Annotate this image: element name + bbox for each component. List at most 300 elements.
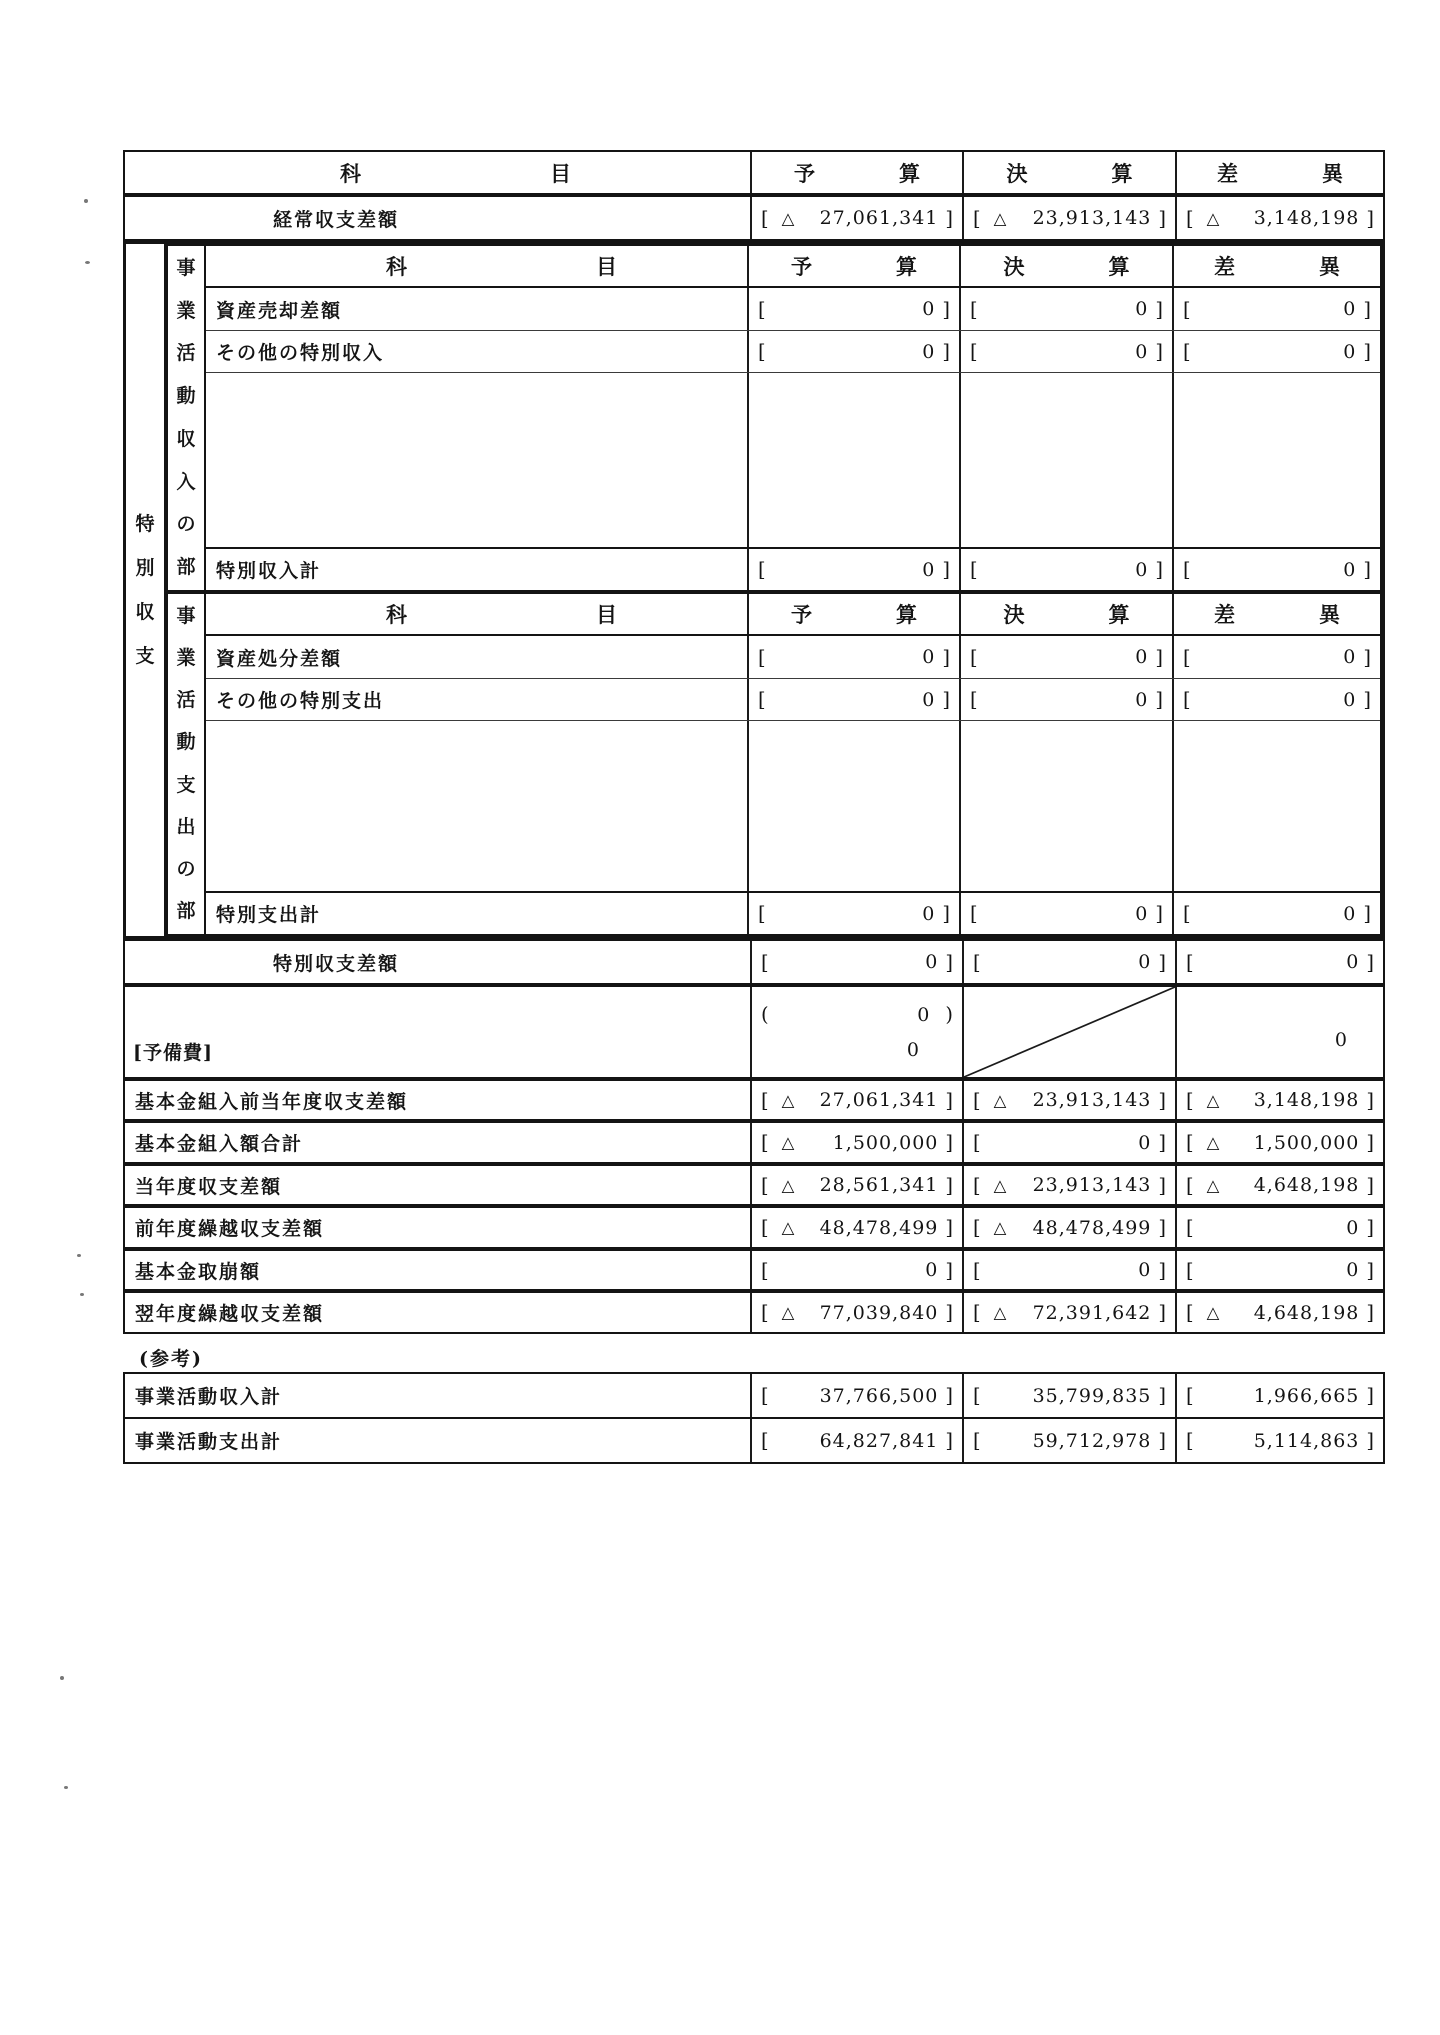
scan-artifact bbox=[85, 261, 90, 264]
bracket-open: [ bbox=[970, 558, 978, 581]
bracket-close: ] bbox=[1158, 1131, 1166, 1154]
bracket-close: ] bbox=[942, 297, 950, 321]
amount-value: 72,391,642 bbox=[1032, 1301, 1152, 1324]
settlement-amount-cell bbox=[959, 679, 1172, 720]
scan-artifact bbox=[84, 199, 88, 203]
diagonal-strike bbox=[964, 987, 1175, 1077]
budget-amount-cell bbox=[750, 1419, 962, 1462]
row-special-expense-total bbox=[206, 891, 1380, 934]
amount-value: 0 bbox=[1334, 1029, 1347, 1051]
negative-triangle: △ bbox=[1206, 1175, 1220, 1195]
special-expense-subsection bbox=[166, 592, 1382, 936]
scan-artifact bbox=[77, 1254, 81, 1257]
bracket-close: ] bbox=[1155, 340, 1163, 363]
amount-value: 3,148,198 bbox=[1253, 207, 1360, 229]
negative-triangle: △ bbox=[781, 1175, 795, 1195]
row-next-year-carryover-balance bbox=[123, 1291, 1385, 1334]
row-label: 当年度収支差額 bbox=[135, 1175, 283, 1198]
vertical-label-char: 事 bbox=[176, 257, 196, 279]
expense-subsection-vertical-label bbox=[168, 594, 206, 934]
difference-amount-cell bbox=[1175, 941, 1383, 983]
vertical-label-char: 支 bbox=[135, 644, 155, 667]
bracket-open: [ bbox=[1186, 950, 1194, 974]
reserve-fund-settlement-cell bbox=[962, 987, 1175, 1077]
vertical-label-char: 部 bbox=[176, 555, 196, 578]
amount-value: 0 bbox=[922, 558, 936, 581]
row-label: 基本金組入前当年度収支差額 bbox=[135, 1090, 409, 1113]
bracket-close: ] bbox=[945, 950, 953, 974]
settlement-amount-cell bbox=[962, 941, 1175, 983]
column-header-difference: 差 異 bbox=[1172, 594, 1380, 634]
amount-value: 48,478,499 bbox=[1032, 1216, 1152, 1239]
difference-amount-cell bbox=[1172, 549, 1380, 590]
bracket-open: [ bbox=[970, 645, 978, 669]
scan-artifact bbox=[60, 1676, 64, 1680]
bracket-close: ] bbox=[1155, 688, 1163, 711]
bracket-open: [ bbox=[761, 950, 769, 974]
empty-cell bbox=[206, 721, 747, 891]
bracket-open: [ bbox=[761, 1258, 769, 1282]
vertical-label-char: 業 bbox=[176, 299, 196, 322]
amount-value: 23,913,143 bbox=[1032, 1174, 1152, 1196]
negative-triangle: △ bbox=[1206, 208, 1220, 228]
negative-triangle: △ bbox=[781, 1218, 795, 1237]
bracket-close: ] bbox=[1366, 1384, 1374, 1407]
difference-amount-cell bbox=[1172, 636, 1380, 678]
difference-amount-cell bbox=[1175, 1081, 1383, 1119]
bracket-close: ] bbox=[945, 1258, 953, 1282]
amount-value: 28,561,341 bbox=[819, 1174, 939, 1196]
row-label: 資産売却差額 bbox=[216, 299, 343, 322]
amount-value: 0 bbox=[922, 298, 936, 320]
reserve-fund-budget-cell bbox=[750, 987, 962, 1077]
bracket-close: ] bbox=[945, 1131, 953, 1154]
bracket-open: [ bbox=[970, 688, 978, 711]
settlement-amount-cell bbox=[962, 1166, 1175, 1204]
difference-amount-cell bbox=[1172, 331, 1380, 372]
amount-value: 1,500,000 bbox=[1253, 1131, 1360, 1154]
difference-amount-cell bbox=[1172, 679, 1380, 720]
amount-value: 0 bbox=[906, 1038, 920, 1061]
amount-value: 3,148,198 bbox=[1253, 1089, 1360, 1111]
bracket-open: [ bbox=[970, 340, 978, 363]
bracket-close: ] bbox=[945, 1088, 953, 1112]
row-label: 経常収支差額 bbox=[273, 208, 400, 231]
bracket-close: ] bbox=[1155, 645, 1163, 669]
bracket-close: ] bbox=[1155, 297, 1163, 321]
amount-value: 23,913,143 bbox=[1032, 1089, 1152, 1111]
bracket-open: [ bbox=[758, 902, 766, 925]
bracket-close: ] bbox=[1155, 558, 1163, 581]
row-label: その他の特別収入 bbox=[216, 342, 385, 364]
vertical-label-char: の bbox=[176, 857, 196, 880]
amount-value: 0 bbox=[922, 340, 936, 363]
amount-value: 0 bbox=[1138, 1259, 1152, 1281]
amount-value: 0 bbox=[1346, 1216, 1360, 1239]
bracket-close: ] bbox=[1363, 297, 1371, 321]
vertical-label-char: 入 bbox=[176, 470, 196, 493]
empty-cell bbox=[1172, 721, 1380, 891]
budget-amount-cell bbox=[750, 1166, 962, 1204]
row-business-income-total bbox=[125, 1374, 1383, 1417]
amount-value: 77,039,840 bbox=[819, 1301, 939, 1324]
bracket-open: [ bbox=[1183, 340, 1191, 363]
bracket-close: ] bbox=[1363, 558, 1371, 581]
row-business-expense-total bbox=[125, 1417, 1383, 1462]
reserve-budget-paren-line bbox=[761, 1003, 953, 1026]
scan-artifact bbox=[80, 1293, 84, 1296]
settlement-amount-cell bbox=[959, 893, 1172, 934]
budget-amount-cell bbox=[747, 288, 959, 330]
bracket-open: [ bbox=[761, 1429, 769, 1452]
bracket-open: [ bbox=[1186, 206, 1194, 230]
amount-value: 4,648,198 bbox=[1253, 1301, 1360, 1324]
bracket-open: [ bbox=[758, 297, 766, 321]
vertical-label-char: 別 bbox=[135, 556, 155, 579]
column-header-settlement: 決 算 bbox=[959, 246, 1172, 286]
row-label: 特別支出計 bbox=[216, 904, 322, 926]
empty-cell bbox=[747, 721, 959, 891]
difference-amount-cell bbox=[1172, 288, 1380, 330]
bracket-open: [ bbox=[973, 1216, 981, 1239]
row-basic-fund-withdrawal bbox=[123, 1249, 1385, 1291]
row-basic-fund-transfer-total bbox=[123, 1121, 1385, 1164]
row-label: 資産処分差額 bbox=[216, 647, 343, 670]
bracket-close: ] bbox=[1158, 1173, 1166, 1197]
row-label: 事業活動支出計 bbox=[135, 1431, 283, 1453]
bracket-open: [ bbox=[1183, 558, 1191, 581]
column-header-settlement: 決 算 bbox=[962, 152, 1175, 193]
row-label: 事業活動収入計 bbox=[135, 1386, 283, 1408]
budget-amount-cell bbox=[750, 941, 962, 983]
bracket-close: ] bbox=[1158, 1384, 1166, 1407]
bracket-close: ] bbox=[1158, 1301, 1166, 1324]
settlement-amount-cell bbox=[962, 1374, 1175, 1417]
negative-triangle: △ bbox=[1206, 1133, 1220, 1152]
column-header-budget: 予 算 bbox=[747, 594, 959, 634]
difference-amount-cell bbox=[1175, 1166, 1383, 1204]
bracket-close: ] bbox=[1366, 1173, 1374, 1197]
amount-value: 1,500,000 bbox=[832, 1131, 939, 1154]
vertical-label-char: 出 bbox=[176, 815, 196, 838]
bracket-close: ] bbox=[942, 558, 950, 581]
column-header-settlement: 決 算 bbox=[959, 594, 1172, 634]
bracket-open: [ bbox=[758, 558, 766, 581]
bracket-close: ] bbox=[1155, 902, 1163, 925]
column-header-difference: 差 異 bbox=[1172, 246, 1380, 286]
bracket-close: ] bbox=[1158, 950, 1166, 974]
settlement-amount-cell bbox=[962, 197, 1175, 239]
empty-cell bbox=[747, 373, 959, 547]
bracket-open: [ bbox=[970, 297, 978, 321]
bracket-close: ] bbox=[1366, 1429, 1374, 1452]
bracket-close: ] bbox=[945, 1301, 953, 1324]
row-asset-disposal-difference bbox=[206, 636, 1380, 678]
budget-amount-cell bbox=[750, 197, 962, 239]
reserve-fund-label-cell bbox=[125, 987, 750, 1077]
bracket-open: [ bbox=[1183, 297, 1191, 321]
bracket-open: [ bbox=[1183, 688, 1191, 711]
reference-note: (参考) bbox=[139, 1348, 203, 1370]
amount-value: 37,766,500 bbox=[819, 1384, 939, 1407]
amount-value: 0 bbox=[1343, 646, 1357, 668]
settlement-amount-cell bbox=[959, 331, 1172, 372]
difference-amount-cell bbox=[1175, 1419, 1383, 1462]
row-label: [予備費] bbox=[133, 1042, 213, 1064]
bracket-open: [ bbox=[1186, 1301, 1194, 1324]
bracket-open: [ bbox=[970, 902, 978, 925]
amount-value: 0 bbox=[1343, 558, 1357, 581]
budget-amount-cell bbox=[750, 1251, 962, 1289]
settlement-amount-cell bbox=[959, 288, 1172, 330]
scan-artifact bbox=[64, 1786, 68, 1789]
settlement-amount-cell bbox=[959, 549, 1172, 590]
bracket-open: [ bbox=[758, 645, 766, 669]
column-header-budget: 予 算 bbox=[747, 246, 959, 286]
paren-close: ) bbox=[945, 1003, 953, 1027]
amount-value: 0 bbox=[1135, 298, 1149, 320]
empty-cell bbox=[959, 721, 1172, 891]
settlement-amount-cell bbox=[962, 1123, 1175, 1162]
negative-triangle: △ bbox=[781, 1133, 795, 1152]
vertical-label-char: 収 bbox=[176, 427, 196, 450]
empty-filler-row bbox=[206, 372, 1380, 547]
amount-value: 0 bbox=[1346, 1259, 1360, 1281]
bracket-open: [ bbox=[761, 1384, 769, 1407]
amount-value: 0 bbox=[1138, 951, 1152, 973]
amount-value: 27,061,341 bbox=[819, 1089, 939, 1111]
amount-value: 0 bbox=[1135, 558, 1149, 581]
bracket-close: ] bbox=[945, 1216, 953, 1239]
bracket-open: [ bbox=[1186, 1384, 1194, 1407]
vertical-label-char: 動 bbox=[176, 385, 196, 408]
budget-amount-cell bbox=[750, 1123, 962, 1162]
vertical-label-char: 収 bbox=[135, 600, 155, 623]
vertical-label-char: 活 bbox=[176, 342, 196, 365]
bracket-close: ] bbox=[1363, 902, 1371, 925]
row-label: 特別収入計 bbox=[216, 560, 322, 582]
row-special-income-total bbox=[206, 547, 1380, 590]
bracket-open: [ bbox=[1183, 645, 1191, 669]
difference-amount-cell bbox=[1175, 1293, 1383, 1332]
amount-value: 23,913,143 bbox=[1032, 207, 1152, 229]
row-other-special-expense bbox=[206, 678, 1380, 720]
bracket-close: ] bbox=[1158, 1429, 1166, 1452]
bracket-close: ] bbox=[1158, 206, 1166, 230]
vertical-label-char: 動 bbox=[176, 731, 196, 754]
special-section-vertical-label bbox=[126, 244, 166, 936]
budget-amount-cell bbox=[750, 1293, 962, 1332]
difference-amount-cell bbox=[1175, 1374, 1383, 1417]
amount-value: 1,966,665 bbox=[1253, 1384, 1360, 1407]
budget-amount-cell bbox=[747, 331, 959, 372]
bracket-open: [ bbox=[973, 206, 981, 230]
budget-amount-cell bbox=[750, 1081, 962, 1119]
amount-value: 0 bbox=[922, 646, 936, 668]
bracket-open: [ bbox=[973, 1131, 981, 1154]
reserve-budget-plain-line bbox=[761, 1039, 953, 1061]
bracket-close: ] bbox=[1366, 206, 1374, 230]
negative-triangle: △ bbox=[993, 208, 1007, 228]
bracket-close: ] bbox=[1366, 950, 1374, 974]
amount-value: 0 bbox=[1343, 340, 1357, 363]
settlement-amount-cell bbox=[962, 1081, 1175, 1119]
bracket-close: ] bbox=[1366, 1088, 1374, 1112]
vertical-label-char: 活 bbox=[176, 689, 196, 712]
amount-value: 0 bbox=[925, 1259, 939, 1281]
bracket-open: [ bbox=[973, 1301, 981, 1324]
bracket-open: [ bbox=[758, 688, 766, 711]
difference-amount-cell bbox=[1175, 1208, 1383, 1247]
bracket-open: [ bbox=[973, 1384, 981, 1407]
vertical-label-char: 部 bbox=[176, 899, 196, 922]
negative-triangle: △ bbox=[993, 1175, 1007, 1195]
budget-amount-cell bbox=[747, 636, 959, 678]
bracket-open: [ bbox=[761, 1216, 769, 1239]
nested-header-row bbox=[206, 594, 1380, 636]
bracket-open: [ bbox=[761, 206, 769, 230]
negative-triangle: △ bbox=[993, 1218, 1007, 1237]
special-subsections bbox=[166, 244, 1382, 936]
bracket-close: ] bbox=[945, 1429, 953, 1452]
bracket-open: [ bbox=[1186, 1088, 1194, 1112]
bracket-open: [ bbox=[761, 1131, 769, 1154]
bracket-open: [ bbox=[973, 950, 981, 974]
amount-value: 35,799,835 bbox=[1032, 1384, 1152, 1407]
amount-value: 0 bbox=[1135, 688, 1149, 711]
reference-table bbox=[123, 1372, 1385, 1464]
amount-value: 0 bbox=[1343, 298, 1357, 320]
amount-value: 0 bbox=[1138, 1131, 1152, 1154]
bracket-close: ] bbox=[1363, 340, 1371, 363]
paren-open: ( bbox=[761, 1003, 769, 1027]
amount-value: 0 bbox=[1343, 902, 1357, 925]
amount-value: 0 bbox=[1135, 902, 1149, 925]
bracket-close: ] bbox=[1363, 645, 1371, 669]
amount-value: 27,061,341 bbox=[819, 207, 939, 229]
vertical-label-char: の bbox=[176, 513, 196, 536]
row-label: 特別収支差額 bbox=[273, 952, 400, 975]
amount-value: 5,114,863 bbox=[1253, 1429, 1360, 1452]
bracket-open: [ bbox=[1183, 902, 1191, 925]
amount-value: 0 bbox=[917, 1003, 931, 1026]
bracket-close: ] bbox=[945, 1173, 953, 1197]
bracket-open: [ bbox=[973, 1258, 981, 1282]
bracket-open: [ bbox=[1186, 1216, 1194, 1239]
row-balance-before-basic-fund-transfer bbox=[123, 1079, 1385, 1121]
budget-amount-cell bbox=[750, 1374, 962, 1417]
bracket-open: [ bbox=[1186, 1173, 1194, 1197]
reserve-fund-difference-cell bbox=[1175, 987, 1383, 1077]
statement-table bbox=[123, 150, 1385, 1464]
amount-value: 59,712,978 bbox=[1032, 1429, 1152, 1452]
negative-triangle: △ bbox=[781, 208, 795, 228]
difference-amount-cell bbox=[1175, 197, 1383, 239]
difference-amount-cell bbox=[1172, 893, 1380, 934]
row-label: その他の特別支出 bbox=[216, 690, 385, 712]
amount-value: 4,648,198 bbox=[1253, 1174, 1360, 1196]
special-income-subsection bbox=[166, 244, 1382, 592]
bracket-open: [ bbox=[1186, 1258, 1194, 1282]
budget-amount-cell bbox=[747, 893, 959, 934]
empty-cell bbox=[1172, 373, 1380, 547]
vertical-label-char: 特 bbox=[135, 512, 155, 535]
vertical-label-char: 事 bbox=[176, 605, 196, 627]
settlement-amount-cell bbox=[959, 636, 1172, 678]
amount-value: 0 bbox=[1135, 646, 1149, 668]
row-previous-year-carryover-balance bbox=[123, 1206, 1385, 1249]
column-header-subject: 科 目 bbox=[386, 254, 617, 279]
negative-triangle: △ bbox=[993, 1090, 1007, 1110]
amount-value: 48,478,499 bbox=[819, 1216, 939, 1239]
bracket-open: [ bbox=[1186, 1131, 1194, 1154]
vertical-label-char: 業 bbox=[176, 647, 196, 670]
row-special-balance bbox=[123, 939, 1385, 985]
bracket-close: ] bbox=[1366, 1216, 1374, 1239]
column-header-subject: 科 目 bbox=[386, 602, 617, 627]
bracket-close: ] bbox=[1366, 1301, 1374, 1324]
main-header-row bbox=[123, 150, 1385, 195]
amount-value: 0 bbox=[1135, 340, 1149, 363]
bracket-close: ] bbox=[1366, 1131, 1374, 1154]
bracket-close: ] bbox=[1158, 1216, 1166, 1239]
bracket-close: ] bbox=[942, 902, 950, 925]
bracket-open: [ bbox=[973, 1173, 981, 1197]
settlement-amount-cell bbox=[962, 1208, 1175, 1247]
bracket-open: [ bbox=[973, 1429, 981, 1452]
negative-triangle: △ bbox=[781, 1303, 795, 1322]
bracket-close: ] bbox=[1363, 688, 1371, 711]
amount-value: 0 bbox=[1346, 951, 1360, 973]
row-label: 前年度繰越収支差額 bbox=[135, 1218, 325, 1240]
budget-amount-cell bbox=[750, 1208, 962, 1247]
amount-value: 0 bbox=[922, 902, 936, 925]
difference-amount-cell bbox=[1175, 1251, 1383, 1289]
special-income-table bbox=[206, 246, 1380, 590]
vertical-label-char: 支 bbox=[176, 773, 196, 796]
budget-amount-cell bbox=[747, 549, 959, 590]
bracket-close: ] bbox=[1158, 1088, 1166, 1112]
bracket-open: [ bbox=[761, 1173, 769, 1197]
settlement-amount-cell bbox=[962, 1251, 1175, 1289]
empty-cell bbox=[959, 373, 1172, 547]
row-label: 翌年度繰越収支差額 bbox=[135, 1303, 325, 1325]
bracket-open: [ bbox=[973, 1088, 981, 1112]
row-ordinary-balance bbox=[123, 195, 1385, 241]
budget-amount-cell bbox=[747, 679, 959, 720]
row-label: 基本金取崩額 bbox=[135, 1260, 262, 1283]
bracket-close: ] bbox=[1158, 1258, 1166, 1282]
negative-triangle: △ bbox=[1206, 1303, 1220, 1322]
row-current-year-balance bbox=[123, 1164, 1385, 1206]
row-label: 基本金組入額合計 bbox=[135, 1133, 304, 1155]
special-expense-table bbox=[206, 594, 1380, 934]
row-other-special-income bbox=[206, 330, 1380, 372]
empty-cell bbox=[206, 373, 747, 547]
bracket-open: [ bbox=[1186, 1429, 1194, 1452]
bracket-close: ] bbox=[942, 645, 950, 669]
empty-filler-row bbox=[206, 720, 1380, 891]
negative-triangle: △ bbox=[781, 1090, 795, 1110]
settlement-amount-cell bbox=[962, 1293, 1175, 1332]
special-balance-section bbox=[123, 241, 1385, 939]
bracket-close: ] bbox=[942, 688, 950, 711]
negative-triangle: △ bbox=[993, 1303, 1007, 1322]
settlement-amount-cell bbox=[962, 1419, 1175, 1462]
amount-value: 0 bbox=[1343, 688, 1357, 711]
bracket-close: ] bbox=[942, 340, 950, 363]
row-asset-sale-difference bbox=[206, 288, 1380, 330]
